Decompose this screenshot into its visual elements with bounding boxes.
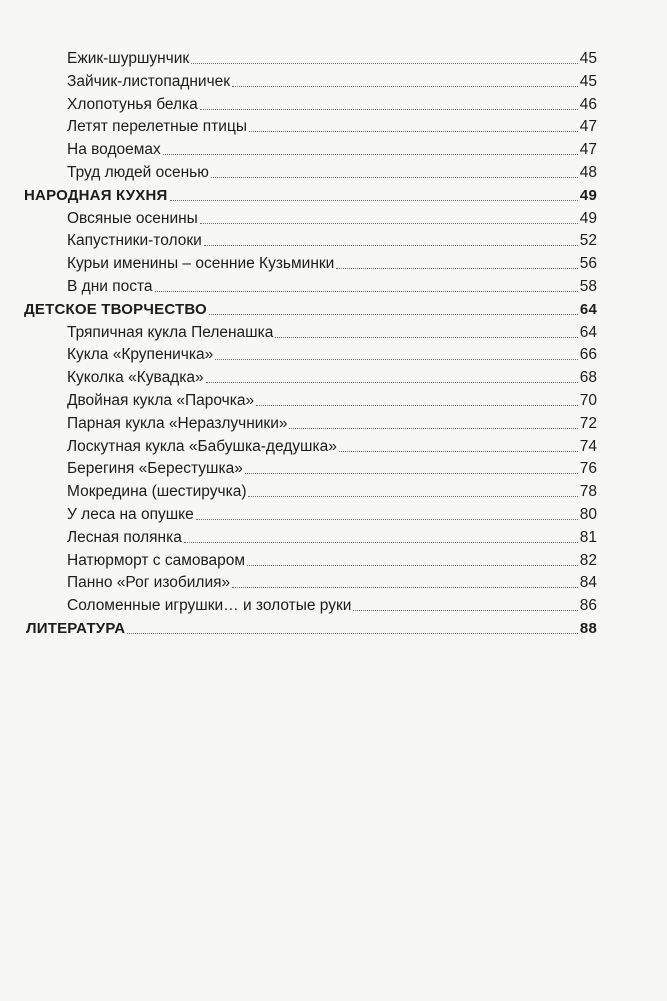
dot-leader [289, 428, 577, 429]
toc-entry-title: Ежик-шуршунчик [67, 50, 190, 67]
toc-entry-page: 58 [579, 278, 597, 295]
toc-entry [67, 274, 597, 296]
dot-leader [155, 291, 578, 292]
toc-section [24, 297, 597, 319]
toc-entry-page: 72 [579, 414, 597, 432]
toc-entry [67, 548, 597, 570]
toc-entry [67, 434, 597, 456]
toc-section-page: 49 [579, 186, 597, 204]
toc-entry-title: Панно «Рог изобилия» [67, 574, 231, 592]
dot-leader [247, 565, 578, 566]
toc-entry-page: 56 [579, 255, 597, 273]
toc-entry [67, 92, 597, 114]
toc-entry-title: Лоскутная кукла «Бабушка-дедушка» [67, 437, 337, 455]
toc-entry-title: Кукла «Крупеничка» [67, 346, 214, 364]
dot-leader [248, 496, 577, 497]
toc-entry-page: 48 [579, 164, 597, 181]
dot-leader [215, 359, 578, 360]
toc-entry-page: 84 [579, 574, 597, 592]
dot-leader [275, 337, 577, 338]
toc-entry [67, 593, 597, 615]
dot-leader [170, 200, 578, 201]
dot-leader [209, 314, 578, 315]
toc-entry-title: Овсяные осенины [67, 209, 198, 227]
toc-entry-title: Натюрморт с самоваром [67, 551, 246, 569]
toc-entry [67, 479, 597, 501]
toc-entry-title: Мокредина (шестиручка) [67, 483, 247, 501]
toc-entry-page: 49 [579, 209, 597, 227]
toc-entry-title: Капустники-толоки [67, 232, 202, 250]
toc-entry-title: Летят перелетные птицы [67, 118, 247, 136]
toc-entry-page: 82 [579, 551, 597, 569]
dot-leader [200, 109, 578, 110]
toc-entry-title: Зайчик-листопадничек [67, 72, 231, 90]
toc-entry-page: 47 [579, 118, 597, 136]
dot-leader [127, 633, 578, 634]
toc-entry-title: Берегиня «Берестушка» [67, 460, 243, 478]
toc-entry-page: 74 [579, 437, 597, 455]
toc-entry-page: 68 [579, 369, 597, 387]
dot-leader [249, 131, 578, 132]
toc-entry [67, 137, 597, 159]
toc-entry-page: 45 [579, 72, 597, 90]
toc-section-page: 88 [579, 620, 597, 637]
toc-entry [67, 456, 597, 478]
toc-section-title: ЛИТЕРАТУРА [26, 620, 126, 637]
toc-entry-page: 46 [579, 95, 597, 113]
toc-entry-page: 52 [579, 232, 597, 250]
toc-entry [67, 342, 597, 364]
toc-entry-title: Лесная полянка [67, 528, 182, 546]
dot-leader [256, 405, 578, 406]
toc-entry-title: У леса на опушке [67, 506, 194, 523]
toc-entry-title: Труд людей осенью [67, 164, 209, 181]
dot-leader [191, 63, 578, 64]
toc-entry [67, 160, 597, 182]
dot-leader [206, 382, 578, 383]
toc-entry-page: 45 [579, 50, 597, 67]
toc-entry-title: Соломенные игрушки… и золотые руки [67, 597, 352, 615]
toc-entry-page: 47 [579, 141, 597, 159]
dot-leader [353, 610, 577, 611]
dot-leader [336, 268, 577, 269]
toc-entry [67, 114, 597, 136]
dot-leader [232, 587, 578, 588]
toc-section-title: ДЕТСКОЕ ТВОРЧЕСТВО [24, 300, 207, 318]
toc-entry-page: 64 [579, 323, 597, 341]
toc-entry [67, 69, 597, 91]
toc-section [24, 183, 597, 205]
toc-entry [67, 411, 597, 433]
toc-entry-title: Парная кукла «Неразлучники» [67, 414, 288, 432]
toc-entry-page: 81 [579, 528, 597, 546]
toc-entry [67, 206, 597, 228]
toc-entry [67, 502, 597, 524]
dot-leader [232, 86, 578, 87]
dot-leader [184, 542, 578, 543]
toc-entry [67, 525, 597, 547]
toc-entry-page: 78 [579, 483, 597, 501]
toc-entry-title: Хлопотунья белка [67, 95, 198, 113]
toc-entry [67, 46, 597, 68]
toc-entry-title: Двойная кукла «Парочка» [67, 392, 255, 409]
toc-entry-title: Тряпичная кукла Пеленашка [67, 323, 274, 341]
toc-entry [67, 228, 597, 250]
dot-leader [245, 473, 578, 474]
toc-section [26, 616, 597, 638]
toc-entry-title: На водоемах [67, 141, 161, 159]
dot-leader [204, 245, 578, 246]
toc-entry-page: 76 [579, 460, 597, 478]
toc-entry-page: 66 [579, 346, 597, 364]
toc-entry-page: 80 [579, 506, 597, 523]
toc-entry-title: Курьи именины – осенние Кузьминки [67, 255, 335, 273]
dot-leader [211, 177, 578, 178]
dot-leader [196, 519, 578, 520]
toc-entry [67, 251, 597, 273]
toc-entry-title: В дни поста [67, 278, 153, 295]
toc-entry [67, 365, 597, 387]
toc-entry-title: Куколка «Кувадка» [67, 369, 204, 387]
dot-leader [163, 154, 578, 155]
toc-section-title: НАРОДНАЯ КУХНЯ [24, 186, 168, 204]
toc-entry-page: 86 [579, 597, 597, 615]
toc-entry-page: 70 [579, 392, 597, 409]
toc-section-page: 64 [579, 300, 597, 318]
toc-entry [67, 570, 597, 592]
dot-leader [339, 451, 578, 452]
toc-entry [67, 320, 597, 342]
toc-entry [67, 388, 597, 410]
dot-leader [200, 223, 578, 224]
